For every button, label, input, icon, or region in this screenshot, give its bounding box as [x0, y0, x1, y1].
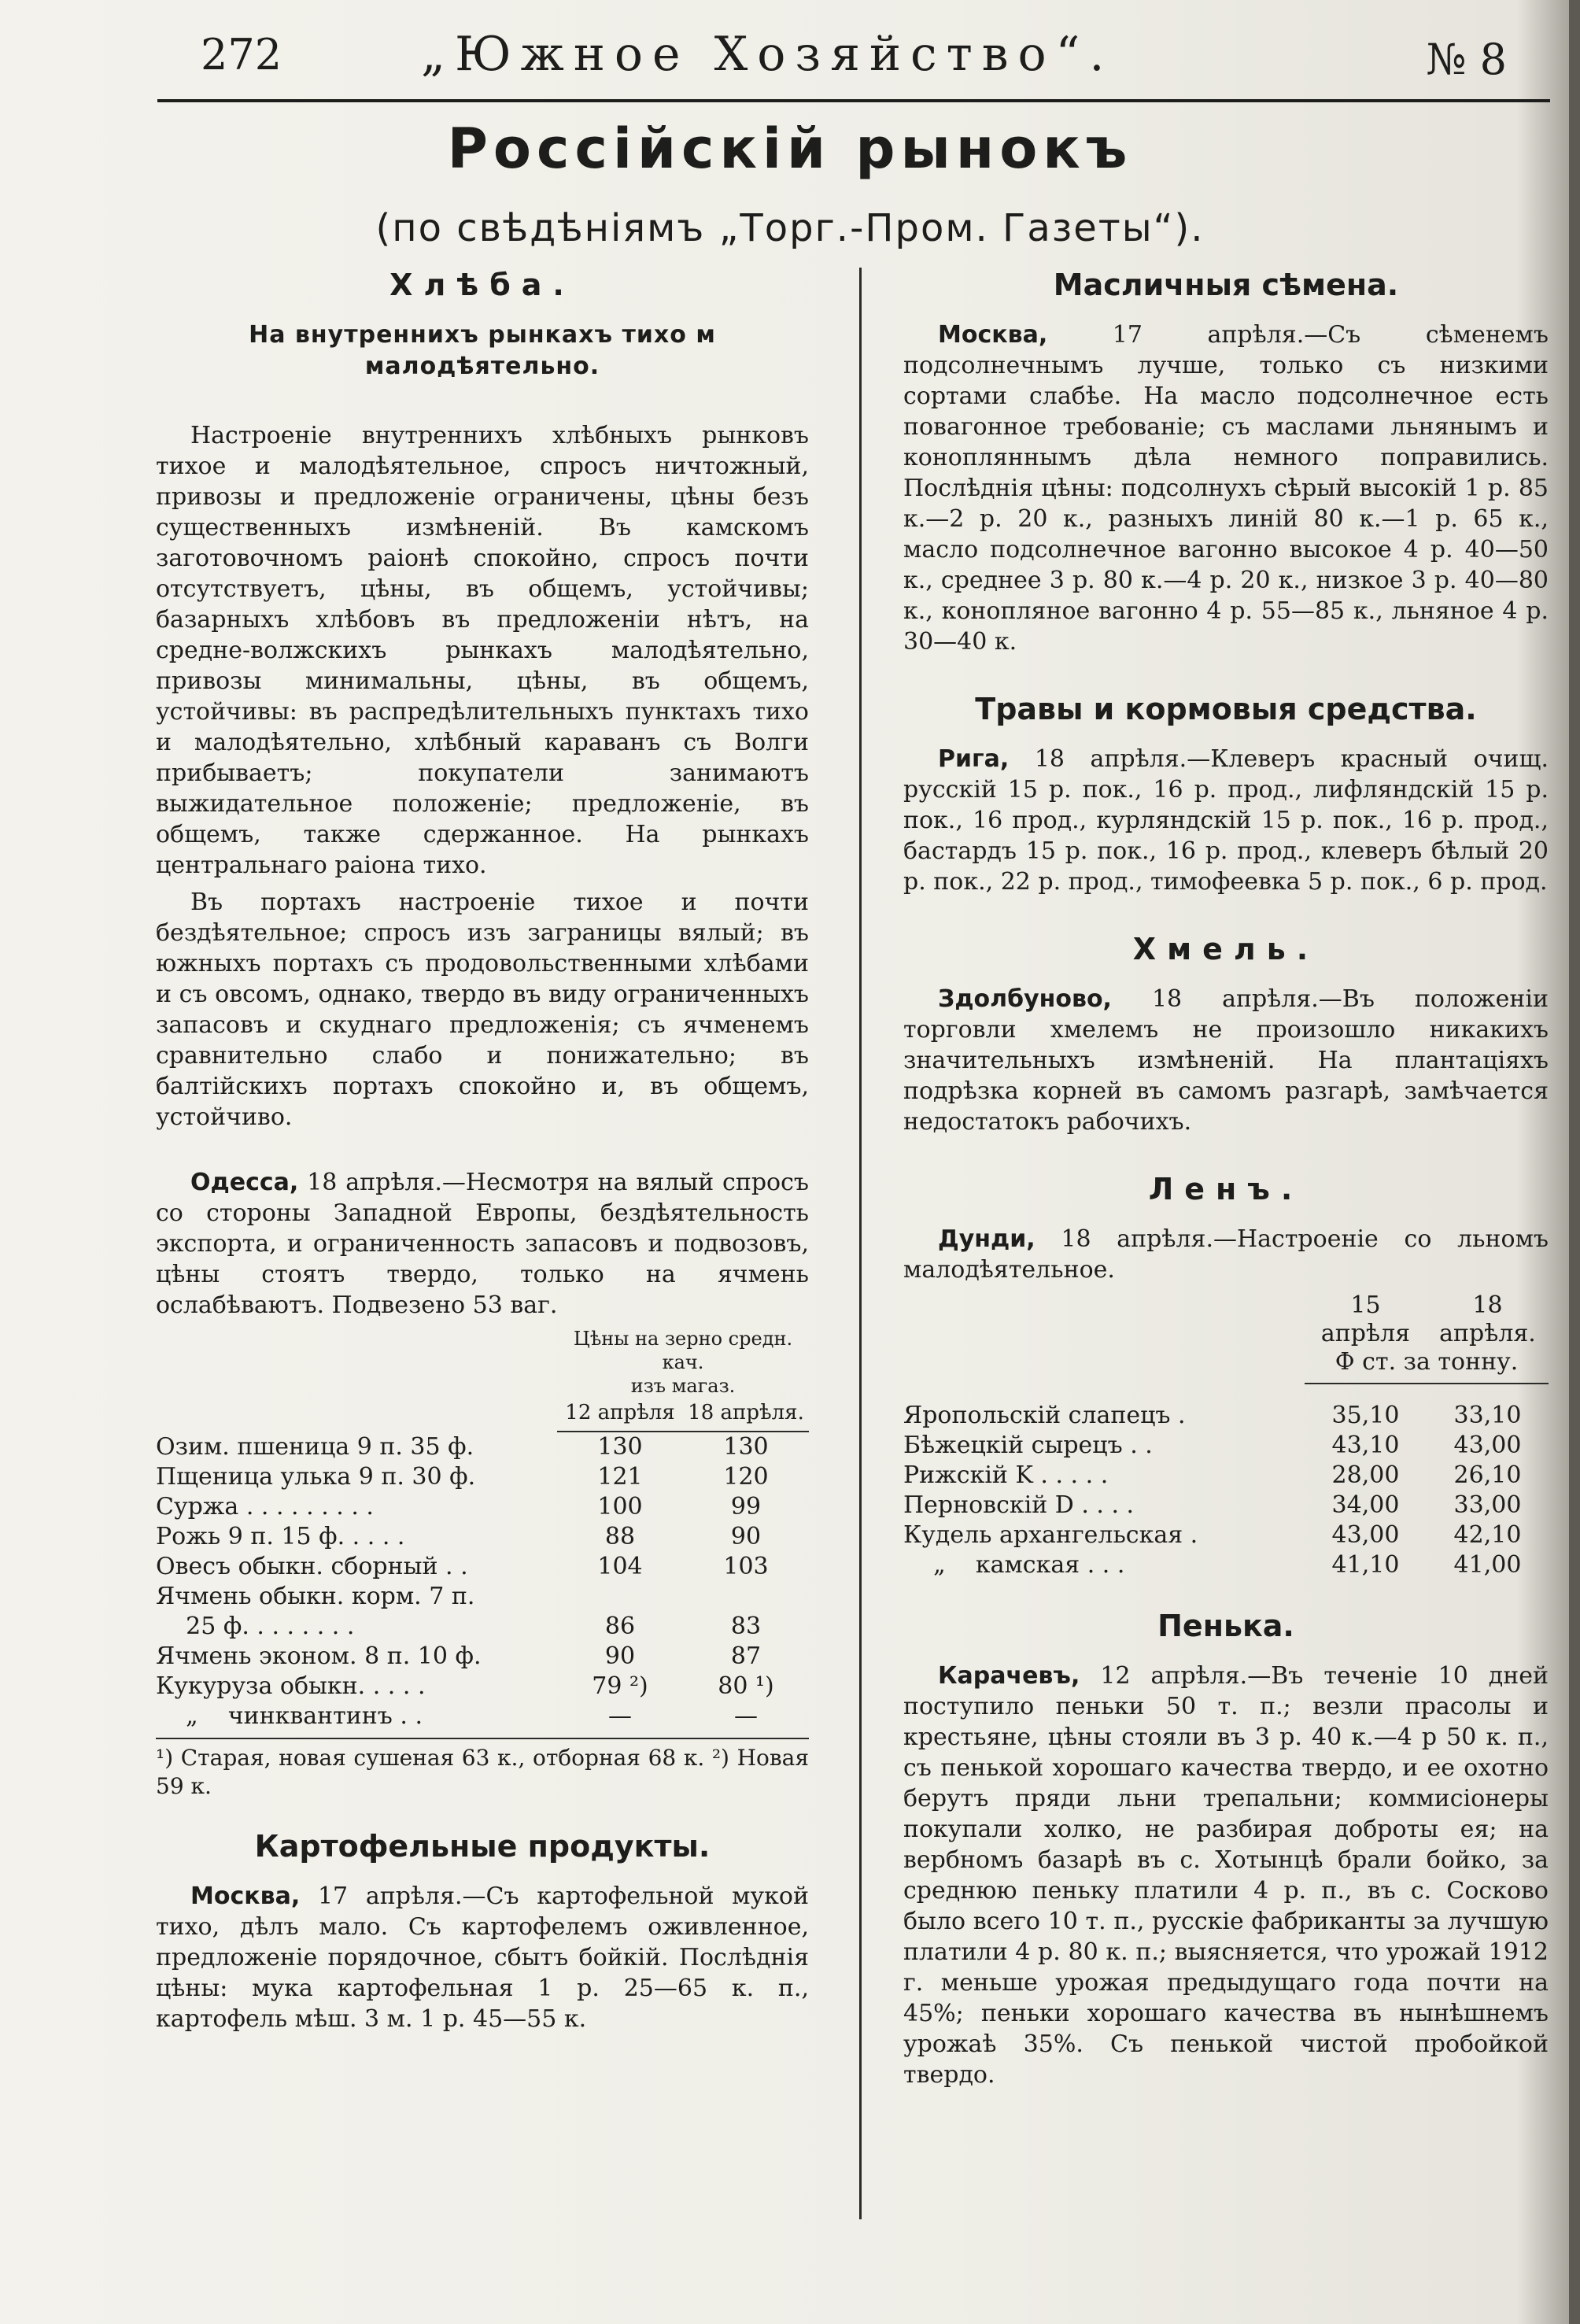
grain-heading: Хлѣба.: [389, 268, 575, 302]
odessa-text: 18 апрѣля.—Несмотря на вялый спросъ со стороны Западной Европы, бездѣятельность экспорта, и ограниченность запасовъ и подвозовъ, цѣны стоятъ твердо, только на ячмень ослабѣваютъ. Подвезено 53 ваг.: [156, 1169, 809, 1319]
page-number: 272: [201, 30, 282, 79]
table-row: Рижскій K . . . . . 28,00 26,10: [903, 1461, 1522, 1489]
table-row: Ячмень обыкн. корм. 7 п.: [156, 1583, 475, 1610]
page-header: [201, 24, 1507, 94]
article-title: Россійскій рынокъ: [447, 116, 1133, 181]
column-divider: [859, 268, 862, 2219]
header-rule: [157, 99, 1550, 102]
left-column: [156, 268, 809, 2041]
grain-lead: На внутреннихъ рынкахъ тихо м малодѣятельно.: [249, 321, 716, 380]
table-row: Рожь 9 п. 15 ф. . . . . 88 90: [156, 1523, 762, 1550]
potato-report: Москва, 17 апрѣля.—Съ картофельной мукой тихо, дѣлъ мало. Съ картофелемъ оживленное, предложеніе порядочное, сбытъ бойкій. Послѣднія цѣны: мука картофельная 1 р. 25—65 к. п., картофель мѣш. 3 м. 1 р. 45—55 к.: [156, 1882, 809, 2033]
table-row: Пщеница улька 9 п. 30 ф. 121 120: [156, 1463, 769, 1491]
flax-column-header-1: 15 апрѣля: [1320, 1291, 1411, 1347]
fodder-report: Рига, 18 апрѣля.—Клеверъ красный очищ. русскій 15 р. пок., 16 р. прод., лифляндскій 15 р. пок., 16 прод., курляндскій 15 р. пок., 16 р. прод., бастардъ 15 р. пок., 16 р. прод., клеверъ бѣлый 20 р. пок., 22 р. прод., тимофеевка 5 р. пок., 6 р. прод.: [903, 745, 1549, 896]
table-footnote: ¹) Старая, новая сушеная 63 к., отборная 68 к. ²) Новая 59 к.: [156, 1738, 809, 1801]
oilseeds-heading: Масличныя сѣмена.: [1053, 268, 1399, 302]
table-row: Овесъ обыкн. сборный . . 104 103: [156, 1553, 769, 1580]
table-row: Ячмень эконом. 8 п. 10 ф. 90 87: [156, 1642, 762, 1670]
table-row: Суржа . . . . . . . . . 100 99: [156, 1493, 762, 1520]
flax-report: Дунди, 18 апрѣля.—Настроеніе со льномъ малодѣятельное.: [903, 1225, 1549, 1284]
potato-heading: Картофельные продукты.: [254, 1829, 711, 1864]
hops-report: Здолбуново, 18 апрѣля.—Въ положеніи торговли хмелемъ не произошло никакихъ значительныхъ измѣненій. На плантаціяхъ подрѣзка корней въ самомъ разгарѣ, замѣчается недостатокъ рабочихъ.: [903, 985, 1549, 1136]
table-row: Кукуруза обыкн. . . . . 79 ²) 80 ¹): [156, 1672, 774, 1700]
table-row: 25 ф. . . . . . . . 86 83: [156, 1613, 762, 1640]
right-column: [903, 268, 1549, 2097]
table-row: Бѣжецкій сырецъ . . 43,10 43,00: [903, 1432, 1522, 1459]
issue-number: № 8: [1426, 35, 1507, 84]
table-row: Кудель архангельская . 43,00 42,10: [903, 1521, 1522, 1549]
flax-price-table: [903, 1291, 1549, 1580]
table-row: „ чинквантинъ . . — —: [156, 1702, 758, 1730]
table-row: „ камская . . . 41,10 41,00: [903, 1551, 1522, 1579]
column-header-1: 12 апрѣля: [557, 1398, 683, 1432]
hops-heading: Хмель.: [1132, 932, 1320, 966]
column-header-2: 18 апрѣля.: [683, 1398, 809, 1432]
article-subtitle: (по свѣдѣніямъ „Торг.-Пром. Газеты“).: [375, 206, 1205, 250]
grain-price-table: [156, 1327, 809, 1731]
flax-column-header-2: 18 апрѣля.: [1439, 1291, 1536, 1347]
table-row: Перновскій D . . . . 34,00 33,00: [903, 1491, 1522, 1519]
table-row: Яропольскій слапецъ . 35,10 33,10: [903, 1402, 1522, 1429]
flax-heading: Ленъ.: [1148, 1172, 1304, 1206]
page-edge-shadow: [1569, 0, 1580, 2324]
table-caption: Цѣны на зерно средн. кач. изъ магаз.: [573, 1328, 793, 1397]
odessa-report: [156, 1167, 809, 1321]
journal-title: „Южное Хозяйство“.: [421, 27, 1114, 82]
table-row: Озим. пшеница 9 п. 35 ф. 130 130: [156, 1433, 769, 1461]
grain-paragraph-1: Настроеніе внутреннихъ хлѣбныхъ рынковъ тихое и малодѣятельное, спросъ ничтожный, привозы и предложеніе ограничены, цѣны безъ существенныхъ измѣненій. Въ камскомъ заготовочномъ раіонѣ спокойно, спросъ почти отсутствуетъ, цѣны, въ общемъ, устойчивы; базарныхъ хлѣбовъ въ предложеніи нѣтъ, на средне-волжскихъ рынкахъ малодѣятельно, привозы минимальны, цѣны, въ общемъ, устойчивы: въ распредѣлительныхъ пунктахъ тихо и малодѣятельно, хлѣбный караванъ съ Волги прибываетъ; покупатели занимаютъ выжидательное положеніе; предложеніе, въ общемъ, также сдержанное. На рынкахъ центральнаго раіона тихо.: [156, 422, 809, 879]
hemp-report: Карачевъ, 12 апрѣля.—Въ теченіе 10 дней поступило пеньки 50 т. п.; везли прасолы и крестьяне, цѣны стояли въ 3 р. 40 к.—4 р 50 к. п., съ пенькой хорошаго качества твердо, и ее охотно берутъ пряди льни трепальни; коммисіонеры покупали холко, не разбирая доброты ея; на вербномъ базарѣ въ с. Хотынцѣ брали бойко, за среднюю пеньку платили 4 р. п., въ с. Сосково было всего 10 т. п., русскіе фабриканты за лучшую платили 4 р. 80 к. п.; выясняется, что урожай 1912 г. меньше урожая предыдущаго года почти на 45%; пеньки хорошаго качества въ нынѣшнемъ урожаѣ 35%. Съ пенькой чистой пробойкой твердо.: [903, 1662, 1549, 2089]
flax-unit: Ф ст. за тонну.: [1305, 1348, 1549, 1384]
fodder-heading: Травы и кормовыя средства.: [975, 692, 1477, 726]
hemp-heading: Пенька.: [1157, 1609, 1294, 1643]
oilseeds-report: Москва, 17 апрѣля.—Съ сѣменемъ подсолнечнымъ лучше, только съ низкими сортами слабѣе. На масло подсолнечное есть повагонное требованіе; съ маслами льнянымъ и конопляннымъ дѣла немного поправились. Послѣднія цѣны: подсолнухъ сѣрый высокій 1 р. 85 к.—2 р. 20 к., разныхъ линій 80 к.—1 р. 65 к., масло подсолнечное вагонно высокое 4 р. 40—50 к., среднее 3 р. 80 к.—4 р. 20 к., низкое 3 р. 40—80 к., конопляное вагонно 4 р. 55—85 к., льняное 4 р. 30—40 к.: [903, 321, 1549, 656]
grain-paragraph-2: Въ портахъ настроеніе тихое и почти бездѣятельное; спросъ изъ заграницы вялый; въ южныхъ портахъ съ продовольственными хлѣбами и съ овсомъ, однако, твердо въ виду ограниченныхъ запасовъ и скуднаго предложенія; съ ячменемъ сравнительно слабо и понижательно; въ балтійскихъ портахъ спокойно и, въ общемъ, устойчиво.: [156, 889, 809, 1131]
odessa-place: Одесса,: [190, 1169, 299, 1196]
